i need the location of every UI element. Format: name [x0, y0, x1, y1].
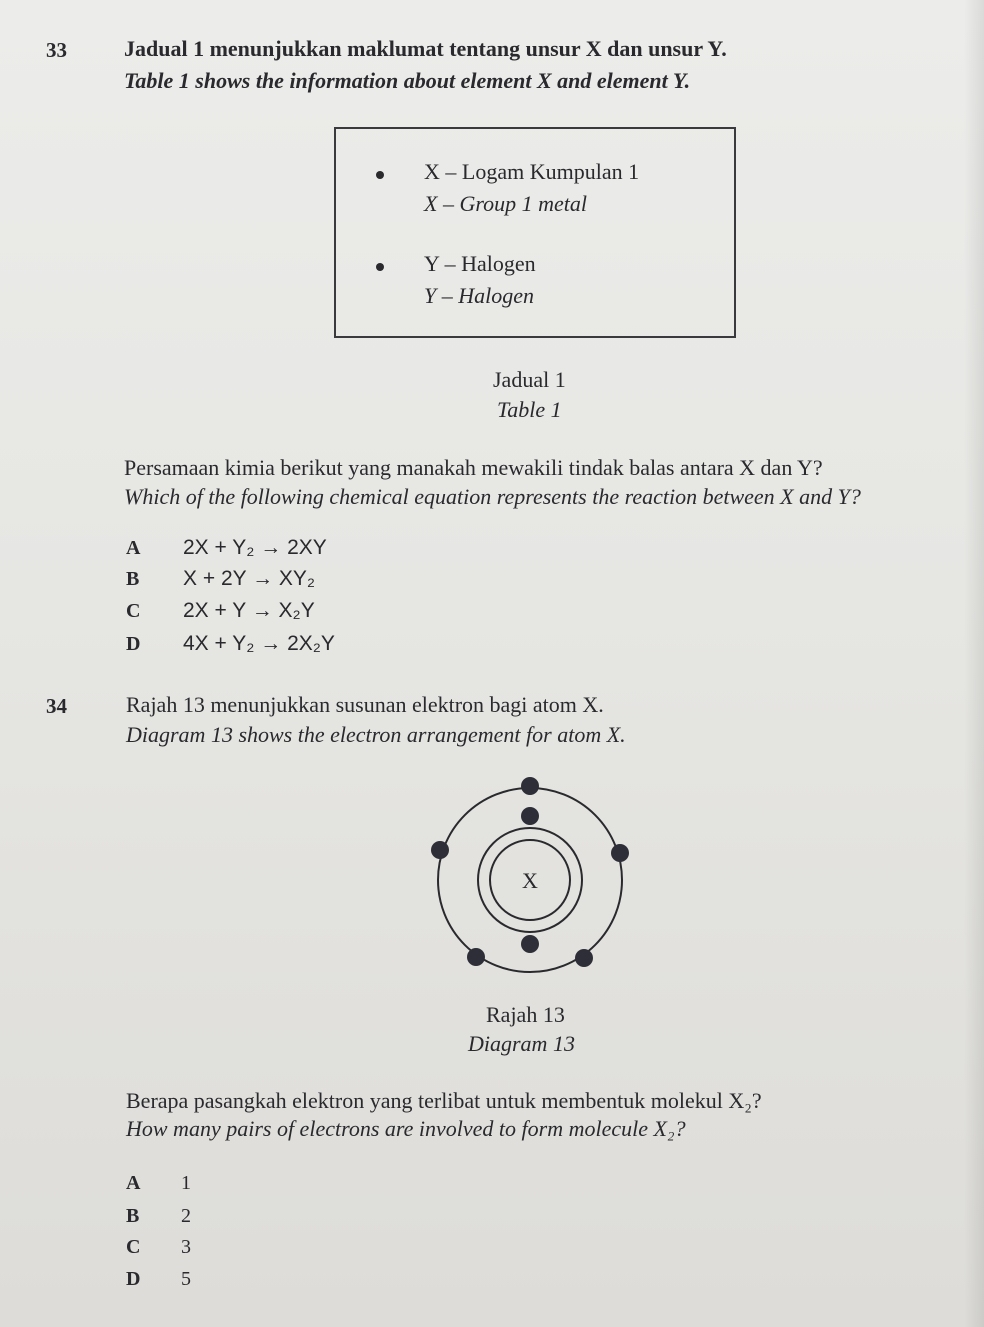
- option-b-answer[interactable]: 2: [181, 1205, 191, 1227]
- option-d-answer[interactable]: 5: [181, 1268, 191, 1290]
- electron: [467, 948, 485, 966]
- diagram-13-caption-english: Diagram 13: [468, 1031, 575, 1056]
- table-item-x-malay: X – Logam Kumpulan 1: [424, 159, 640, 184]
- option-a-equation[interactable]: 2X + Y₂ → 2XY: [183, 536, 327, 559]
- question-33-text-english: Which of the following chemical equation represents the reaction between X and Y?: [124, 484, 861, 509]
- table-1-caption-english: Table 1: [497, 397, 562, 422]
- question-34-text-english: How many pairs of electrons are involved to form molecule X₂?: [126, 1116, 686, 1141]
- electron: [521, 807, 539, 825]
- question-34-stem-english: Diagram 13 shows the electron arrangement for atom X.: [126, 722, 626, 747]
- bullet-icon: [376, 263, 384, 271]
- option-a-answer[interactable]: 1: [181, 1172, 191, 1194]
- table-1-box: [334, 127, 736, 338]
- question-34-stem-malay: Rajah 13 menunjukkan susunan elektron bagi atom X.: [126, 692, 604, 717]
- question-34-text-malay: Berapa pasangkah elektron yang terlibat untuk membentuk molekul X₂?: [126, 1088, 762, 1113]
- option-a-letter: A: [126, 537, 141, 559]
- nucleus-label: X: [522, 868, 538, 893]
- electron: [611, 844, 629, 862]
- electron: [521, 777, 539, 795]
- option-c-answer[interactable]: 3: [181, 1236, 191, 1258]
- electron: [431, 841, 449, 859]
- table-item-y-malay: Y – Halogen: [424, 251, 536, 276]
- question-33-text-malay: Persamaan kimia berikut yang manakah mewakili tindak balas antara X dan Y?: [124, 455, 823, 480]
- electron: [521, 935, 539, 953]
- option-c-equation[interactable]: 2X + Y → X₂Y: [183, 599, 315, 622]
- option-a-letter: A: [126, 1172, 141, 1194]
- electron: [575, 949, 593, 967]
- option-d-equation[interactable]: 4X + Y₂ → 2X₂Y: [183, 632, 335, 655]
- option-c-letter: C: [126, 600, 141, 622]
- table-item-y-english: Y – Halogen: [424, 283, 534, 308]
- question-33-stem-english: Table 1 shows the information about element X and element Y.: [124, 68, 691, 93]
- question-33-number: 33: [46, 38, 67, 62]
- question-34-number: 34: [46, 694, 67, 718]
- table-1-caption-malay: Jadual 1: [493, 367, 566, 392]
- table-item-x-english: X – Group 1 metal: [424, 191, 587, 216]
- option-d-letter: D: [126, 1268, 141, 1290]
- electron-arrangement-diagram: [420, 770, 640, 980]
- option-b-letter: B: [126, 568, 140, 590]
- option-b-letter: B: [126, 1205, 140, 1227]
- question-33-stem-malay: Jadual 1 menunjukkan maklumat tentang unsur X dan unsur Y.: [124, 36, 727, 61]
- page-edge-shadow: [964, 0, 984, 1327]
- option-d-letter: D: [126, 633, 141, 655]
- diagram-13-caption-malay: Rajah 13: [486, 1002, 565, 1027]
- option-b-equation[interactable]: X + 2Y → XY₂: [183, 567, 316, 590]
- option-c-letter: C: [126, 1236, 141, 1258]
- bullet-icon: [376, 171, 384, 179]
